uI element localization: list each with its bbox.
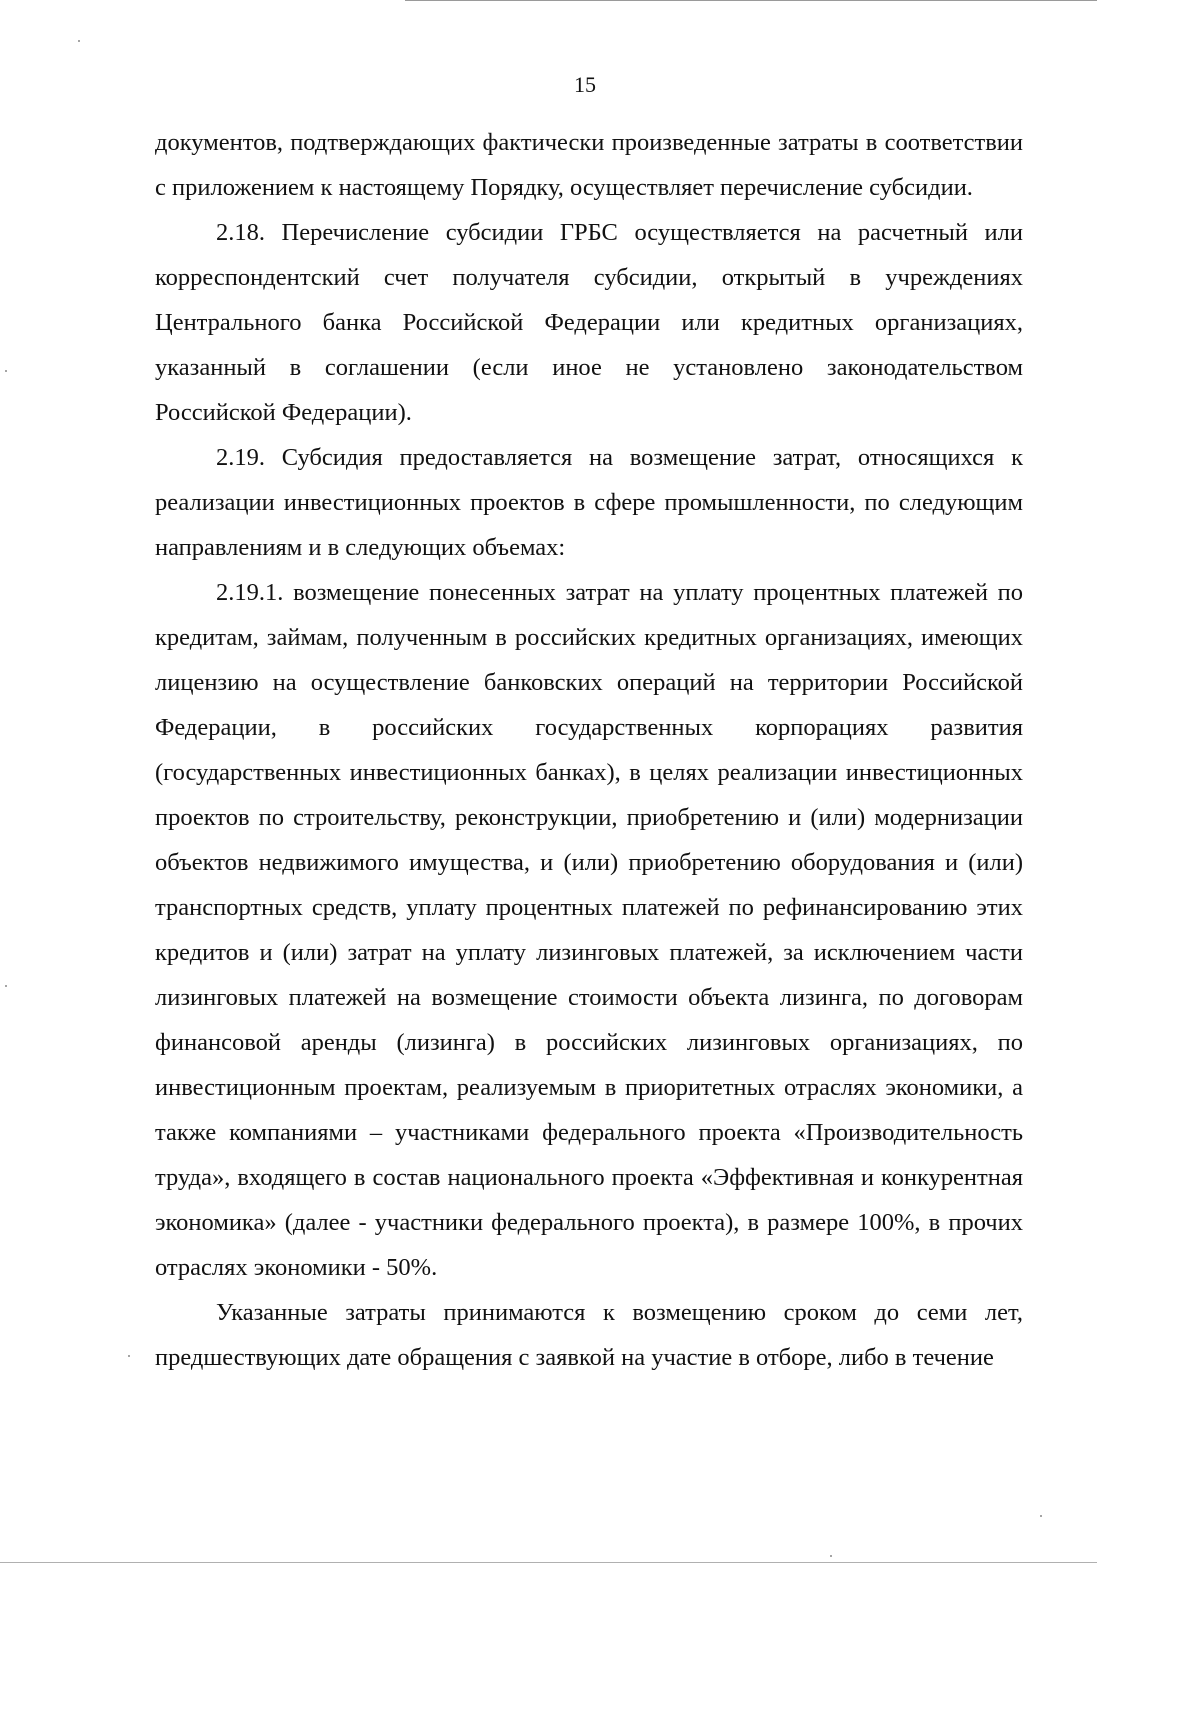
scan-edge-line-bottom <box>0 1562 1097 1563</box>
scan-speck <box>5 985 7 987</box>
page-number: 15 <box>574 72 596 97</box>
scan-edge-line-top <box>405 0 1097 1</box>
scan-speck <box>128 1355 130 1357</box>
paragraph-2-18: 2.18. Перечисление субсидии ГРБС осуществляется на расчетный или корреспондентский счет получателя субсидии, открытый в учреждениях Центрального банка Российской Федерации или кредитных организациях, указанный в соглашении (если иное не установлено законодательством Российской Федерации). <box>155 219 1023 426</box>
paragraph-costs-term: Указанные затраты принимаются к возмещению сроком до семи лет, предшествующих дате обращения с заявкой на участие в отборе, либо в течение <box>155 1299 1023 1371</box>
paragraph-2-19: 2.19. Субсидия предоставляется на возмещение затрат, относящихся к реализации инвестиционных проектов в сфере промышленности, по следующим направлениям и в следующих объемах: <box>155 444 1023 561</box>
scan-speck <box>5 370 7 372</box>
document-body <box>155 120 1023 1380</box>
scan-speck <box>78 40 80 42</box>
scan-speck <box>830 1555 832 1557</box>
scan-speck <box>1040 1515 1042 1517</box>
paragraph-2-19-1: 2.19.1. возмещение понесенных затрат на уплату процентных платежей по кредитам, займам, полученным в российских кредитных организациях, имеющих лицензию на осуществление банковских операций на территории Российской Федерации, в российских государственных корпорациях развития (государственных инвестиционных банках), в целях реализации инвестиционных проектов по строительству, реконструкции, приобретению и (или) модернизации объектов недвижимого имущества, и (или) приобретению оборудования и (или) транспортных средств, уплату процентных платежей по рефинансированию этих кредитов и (или) затрат на уплату лизинговых платежей, за исключением части лизинговых платежей на возмещение стоимости объекта лизинга, по договорам финансовой аренды (лизинга) в российских лизинговых организациях, по инвестиционным проектам, реализуемым в приоритетных отраслях экономики, а также компаниями – участниками федерального проекта «Производительность труда», входящего в состав национального проекта «Эффективная и конкурентная экономика» (далее - участники федерального проекта), в размере 100%, в прочих отраслях экономики - 50%. <box>155 579 1023 1281</box>
paragraph-continuation: документов, подтверждающих фактически произведенные затраты в соответствии с приложением к настоящему Порядку, осуществляет перечисление субсидии. <box>155 129 1023 201</box>
